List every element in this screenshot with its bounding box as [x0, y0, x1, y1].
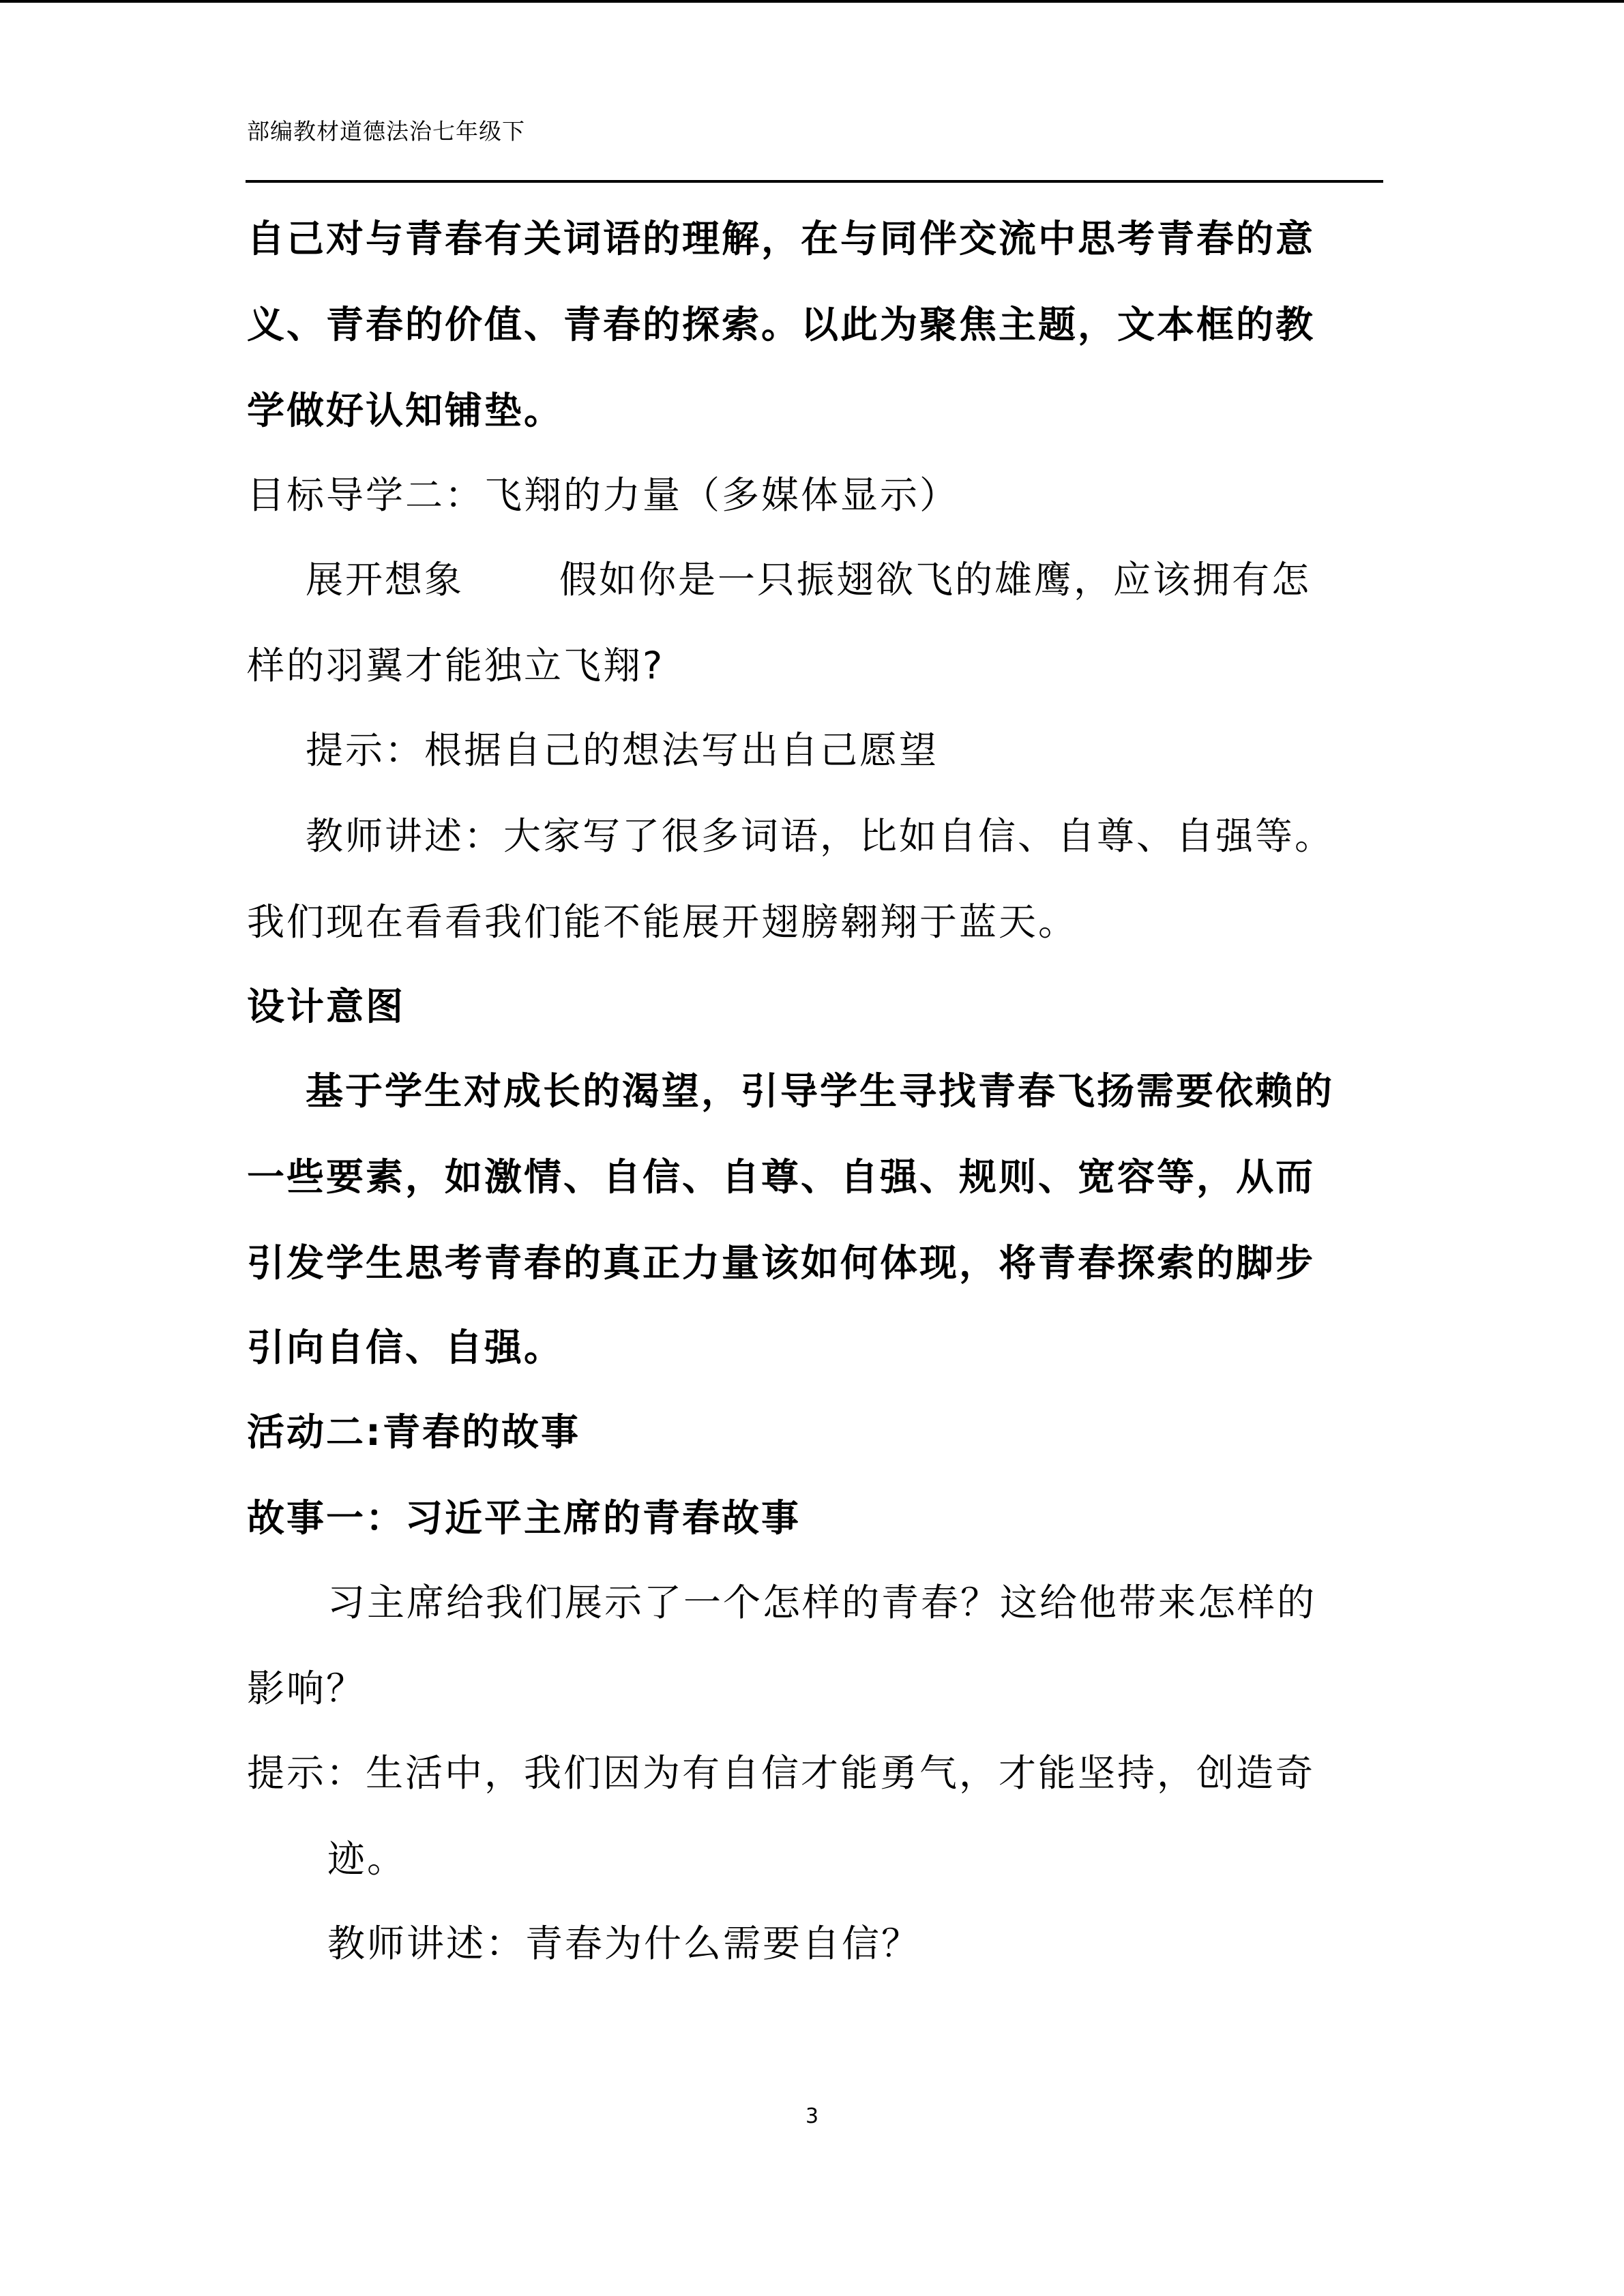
running-header: 部编教材道德法治七年级下 — [247, 118, 525, 145]
paragraph-line: 义、青春的价值、青春的探索。以此为聚焦主题，文本框的教 — [247, 303, 1316, 346]
page-number: 3 — [805, 2104, 819, 2128]
story-heading: 故事一：习近平主席的青春故事 — [247, 1496, 801, 1540]
hint-line: 提示：根据自己的想法写出自己愿望 — [306, 728, 939, 772]
paragraph-line: 引向自信、自强。 — [247, 1326, 564, 1369]
paragraph-line: 影响？ — [247, 1667, 366, 1710]
teacher-narration: 教师讲述：大家写了很多词语，比如自信、自尊、自强等。 — [306, 814, 1335, 858]
header-rule — [246, 180, 1383, 183]
goal-heading: 目标导学二：飞翔的力量（多媒体显示） — [247, 473, 960, 517]
teacher-narration: 教师讲述：青春为什么需要自信？ — [327, 1922, 921, 1965]
paragraph-line: 引发学生思考青春的真正力量该如何体现，将青春探索的脚步 — [247, 1241, 1316, 1285]
question-line: 习主席给我们展示了一个怎样的青春？这给他带来怎样的 — [327, 1581, 1317, 1624]
paragraph-line: 我们现在看看我们能不能展开翅膀翱翔于蓝天。 — [247, 900, 1078, 944]
paragraph-line: 自己对与青春有关词语的理解，在与同伴交流中思考青春的意 — [247, 217, 1316, 260]
page-top-border — [0, 0, 1624, 3]
activity-heading: 活动二:青春的故事 — [247, 1410, 580, 1454]
paragraph-line: 一些要素，如激情、自信、自尊、自强、规则、宽容等，从而 — [247, 1155, 1316, 1199]
imagine-line — [306, 552, 1311, 607]
paragraph-line: 迹。 — [327, 1837, 407, 1881]
imagine-text: 假如你是一只振翅欲飞的雄鹰，应该拥有怎 — [559, 558, 1312, 601]
hint-line: 提示：生活中，我们因为有自信才能勇气，才能坚持，创造奇 — [247, 1751, 1316, 1795]
design-intent-heading: 设计意图 — [247, 985, 406, 1028]
paragraph-line: 学做好认知铺垫。 — [247, 389, 564, 432]
paragraph-line: 样的羽翼才能独立飞翔? — [247, 644, 665, 687]
imagine-label: 展开想象 — [306, 558, 464, 601]
paragraph-line: 基于学生对成长的渴望，引导学生寻找青春飞扬需要依赖的 — [306, 1069, 1335, 1113]
